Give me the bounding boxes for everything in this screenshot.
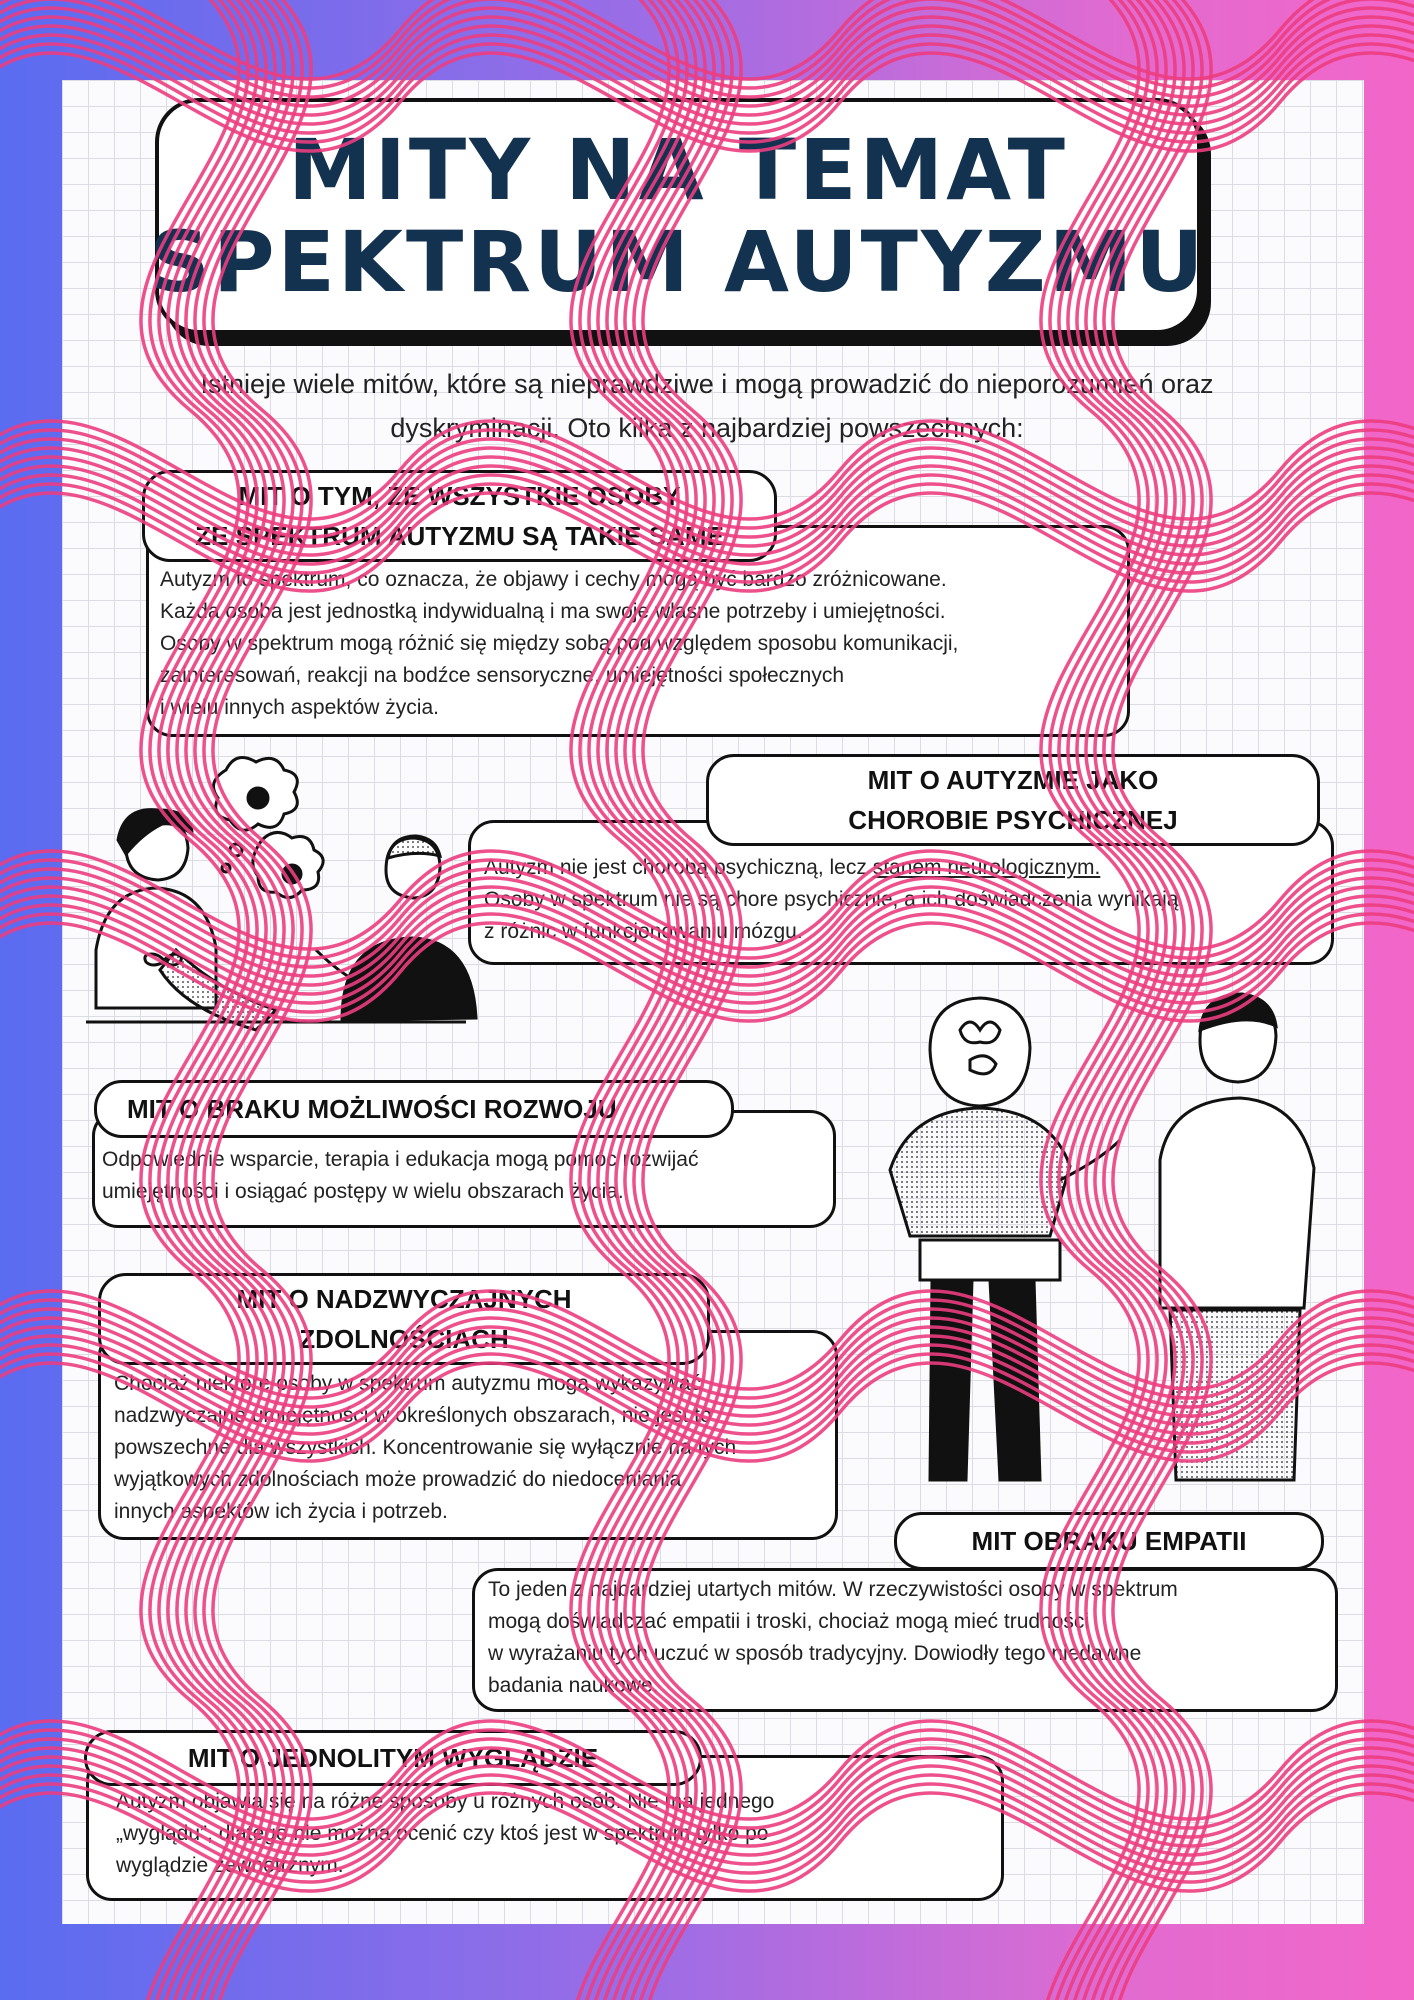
myth-1-heading bbox=[142, 470, 777, 562]
title-line-2: SPEKTRUM AUTYZMU bbox=[149, 213, 1207, 311]
title-box bbox=[149, 98, 1207, 334]
myth-4-heading bbox=[98, 1273, 710, 1365]
myth-2-line-prefix: Autyzm nie jest chorobą psychiczną, lecz bbox=[484, 856, 873, 879]
myth-3-body bbox=[102, 1144, 698, 1208]
myth-1-line: i wielu innych aspektów życia. bbox=[160, 696, 439, 719]
myth-4-line: Chociaż niektóre osoby w spektrum autyzmu mogą wykazywać bbox=[114, 1372, 702, 1395]
myth-2-body bbox=[484, 852, 1179, 948]
intro-text: Istnieje wiele mitów, które są nieprawdziwe i mogą prowadzić do nieporozumień oraz dyskryminacji. Oto kilka z najbardziej powszechnych: bbox=[200, 369, 1214, 443]
myth-3-line: Odpowiednie wsparcie, terapia i edukacja mogą pomóc rozwijać bbox=[102, 1148, 699, 1171]
myth-1-line: Każda osoba jest jednostką indywidualną i ma swoje własne potrzeby i umiejętności. bbox=[160, 600, 946, 623]
myth-5-heading bbox=[894, 1512, 1324, 1570]
myth-2-line: Osoby w spektrum nie są chore psychicznie, a ich doświadczenia wynikają bbox=[484, 888, 1179, 911]
myth-2-heading bbox=[706, 754, 1320, 846]
myth-1-heading-line-1: MIT O TYM, ŻE WSZYSTKIE OSOBY bbox=[238, 481, 681, 511]
myth-5-line: w wyrażaniu tych uczuć w sposób tradycyjny. Dowiodły tego niedawne bbox=[488, 1642, 1142, 1665]
myth-1-line: Osoby w spektrum mogą różnić się między sobą pod względem sposobu komunikacji, bbox=[160, 632, 959, 655]
myth-1-body bbox=[160, 564, 958, 724]
myth-2-heading-line-2: CHOROBIE PSYCHICZNEJ bbox=[848, 805, 1178, 835]
myth-4-heading-line-1: MIT O NADZWYCZAJNYCH bbox=[236, 1284, 572, 1314]
myth-4-line: powszechne dla wszystkich. Koncentrowanie się wyłącznie na tych bbox=[114, 1436, 737, 1459]
myth-6-heading bbox=[84, 1730, 702, 1786]
myth-5-heading-line-1: MIT OBRAKU EMPATII bbox=[971, 1526, 1247, 1556]
myth-6-heading-line-1: MIT O JEDNOLITYM WYGLĄDZIE bbox=[187, 1743, 599, 1773]
myth-3-heading bbox=[94, 1080, 734, 1138]
myth-1-line: Autyzm to spektrum, co oznacza, że objawy i cechy mogą być bardzo zróżnicowane. bbox=[160, 568, 947, 591]
myth-4-heading-line-2: ZDOLNOŚCIACH bbox=[299, 1324, 509, 1354]
neurological-link[interactable]: stanem neurologicznym. bbox=[872, 856, 1101, 879]
myth-4-line: innych aspektów ich życia i potrzeb. bbox=[114, 1500, 448, 1523]
myth-3-heading-line-1: MIT O BRAKU MOŻLIWOŚCI ROZWOJU bbox=[127, 1094, 617, 1124]
two-men-illustration bbox=[870, 990, 1330, 1510]
myth-4-line: nadzwyczajne umiejętności w określonych obszarach, nie jest to bbox=[114, 1404, 712, 1427]
myth-5-line: To jeden z najbardziej utartych mitów. W rzeczywistości osoby w spektrum bbox=[488, 1578, 1178, 1601]
myth-6-line: Autyzm objawia się na różne sposoby u różnych osób. Nie ma jednego bbox=[116, 1790, 775, 1813]
myth-5-line: badania naukowe. bbox=[488, 1674, 659, 1697]
myth-4-line: wyjątkowych zdolnościach może prowadzić do niedoceniania bbox=[114, 1468, 682, 1491]
myth-3-line: umiejętności i osiągać postępy w wielu obszarach życia. bbox=[102, 1180, 624, 1203]
myth-2-line: z różnic w funkcjonowaniu mózgu. bbox=[484, 920, 803, 943]
myth-6-line: „wyglądu”, dlatego nie można ocenić czy ktoś jest w spektrum tylko po bbox=[116, 1822, 769, 1845]
people-at-desk-illustration bbox=[86, 750, 486, 1040]
myth-1-heading-line-2: ZE SPEKTRUM AUTYZMU SĄ TAKIE SAME bbox=[195, 521, 724, 551]
title-line-1: MITY NA TEMAT bbox=[288, 121, 1068, 219]
myth-6-body bbox=[116, 1786, 774, 1882]
myth-1-line: zainteresowań, reakcji na bodźce sensoryczne, umiejętności społecznych bbox=[160, 664, 845, 687]
myth-2-heading-line-1: MIT O AUTYZMIE JAKO bbox=[867, 765, 1159, 795]
myth-6-line: wyglądzie zewnętrznym. bbox=[116, 1854, 344, 1877]
myth-5-line: mogą doświadczać empatii i troski, chociaż mogą mieć trudności bbox=[488, 1610, 1090, 1633]
myth-4-body bbox=[114, 1368, 736, 1528]
myth-5-body bbox=[488, 1574, 1178, 1702]
myth-2-line bbox=[484, 852, 1179, 884]
